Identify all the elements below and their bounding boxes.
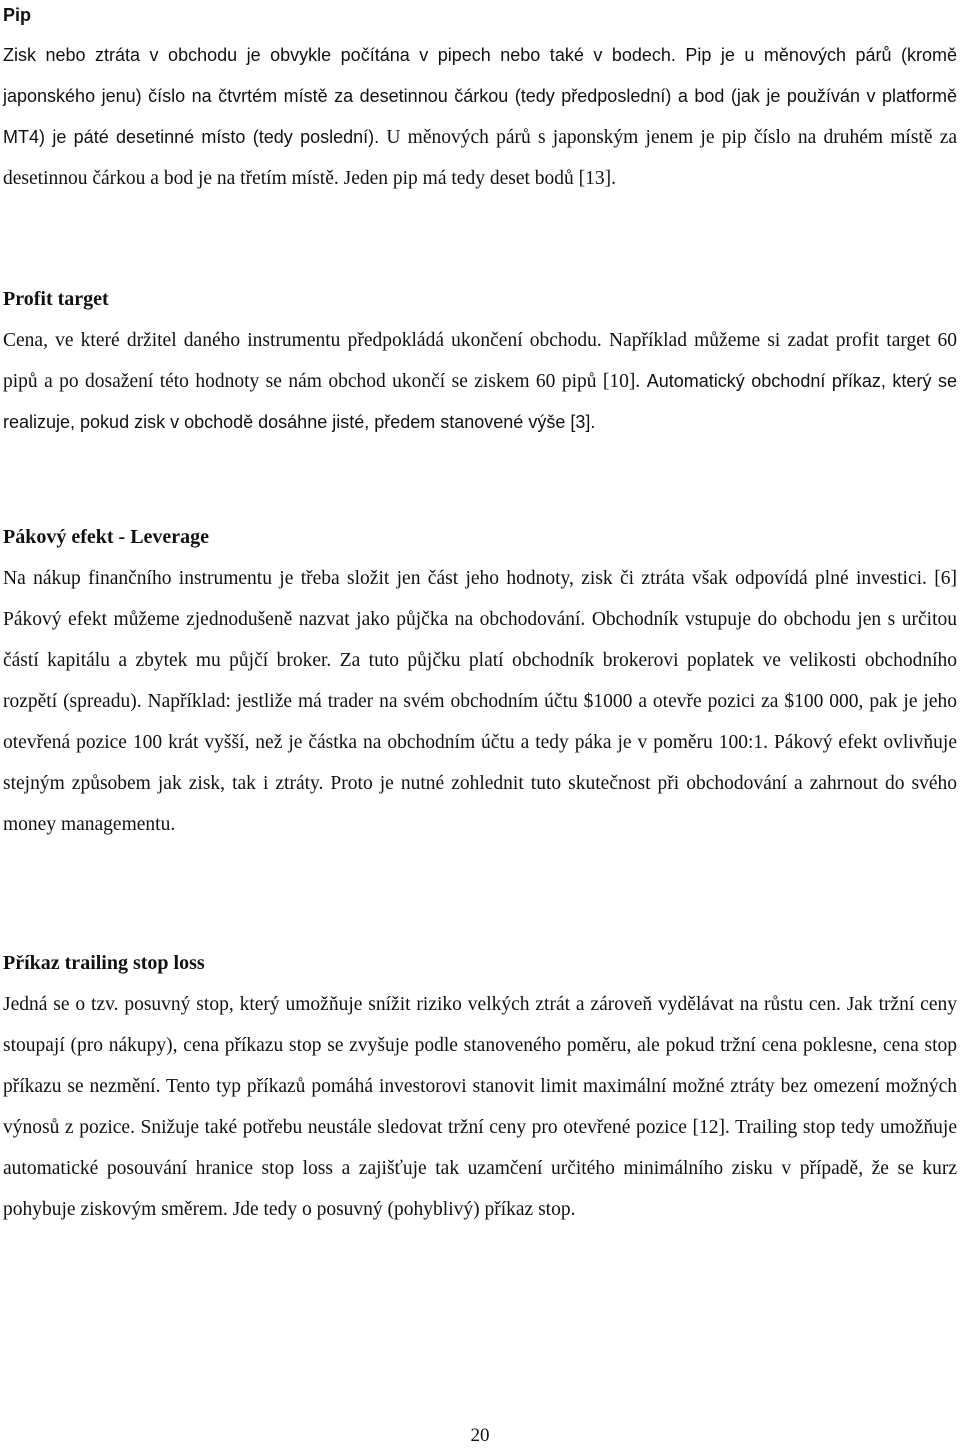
section-paragraph-profit-target [3,320,957,443]
section-pip [3,0,957,199]
section-heading-profit-target: Profit target [3,288,109,310]
section-paragraph-leverage: Na nákup finančního instrumentu je třeba složit jen část jeho hodnoty, zisk či ztráta však odpovídá plné investici. [6] Pákový efekt můžeme zjednodušeně nazvat jako půjčka na obchodování. Obchodník vstupuje do obchodu jen s určitou částí kapitálu a zbytek mu půjčí broker. Za tuto půjčku platí obchodník brokerovi poplatek ve velikosti obchodního rozpětí (spreadu). Například: jestliže má trader na svém obchodním účtu $1000 a otevře pozici za $100 000, pak je jeho otevřená pozice 100 krát vyšší, než je částka na obchodním účtu a tedy páka je v poměru 100:1. Pákový efekt ovlivňuje stejným způsobem jak zisk, tak i ztráty. Proto je nutné zohlednit tuto skutečnost při obchodování a zahrnout do svého money managementu. [3,568,957,835]
section-trailing-stop-loss [3,950,957,1230]
paragraph-part-sans: Zisk nebo ztráta v obchodu je obvykle počítána v pipech nebo také v bodech. Pip je u měnových párů (kromě japonského jenu) číslo na čtvrtém místě za desetinnou čárkou (tedy předposlední) a bod (jak je používán v platformě MT4) je páté desetinné místo (tedy poslední). [3,45,957,147]
section-leverage [3,524,957,845]
paragraph-part-sans: Automatický obchodní příkaz, který se realizuje, pokud zisk v obchodě dosáhne jisté, předem stanovené výše [3]. [3,371,957,432]
section-heading-trailing-stop-loss: Příkaz trailing stop loss [3,952,205,974]
page-number: 20 [470,1425,490,1446]
section-heading-pip: Pip [3,5,32,25]
section-profit-target [3,286,957,443]
paragraph-part-serif: Cena, ve které držitel daného instrumentu předpokládá ukončení obchodu. Například můžeme si zadat profit target 60 pipů a po dosažení této hodnoty se nám obchod ukončí se ziskem 60 pipů [10]. [3,330,957,392]
section-paragraph-pip [3,35,957,199]
paragraph-part-serif: U měnových párů s japonským jenem je pip číslo na druhém místě za desetinnou čárkou a bod je na třetím místě. Jeden pip má tedy deset bodů [13]. [3,127,958,189]
section-paragraph-trailing-stop-loss: Jedná se o tzv. posuvný stop, který umožňuje snížit riziko velkých ztrát a zároveň vydělávat na růstu cen. Jak tržní ceny stoupají (pro nákupy), cena příkazu stop se zvyšuje podle stanoveného poměru, ale pokud tržní cena poklesne, cena stop příkazu se nezmění. Tento typ příkazů pomáhá investorovi stanovit limit maximální možné ztráty bez omezení možných výnosů z pozice. Snižuje také potřebu neustále sledovat tržní ceny pro otevřené pozice [12]. Trailing stop tedy umožňuje automatické posouvání hranice stop loss a zajišťuje tak uzamčení určitého minimálního zisku v případě, že se kurz pohybuje ziskovým směrem. Jde tedy o posuvný (pohyblivý) příkaz stop. [3,994,957,1220]
section-heading-leverage: Pákový efekt - Leverage [3,526,210,548]
